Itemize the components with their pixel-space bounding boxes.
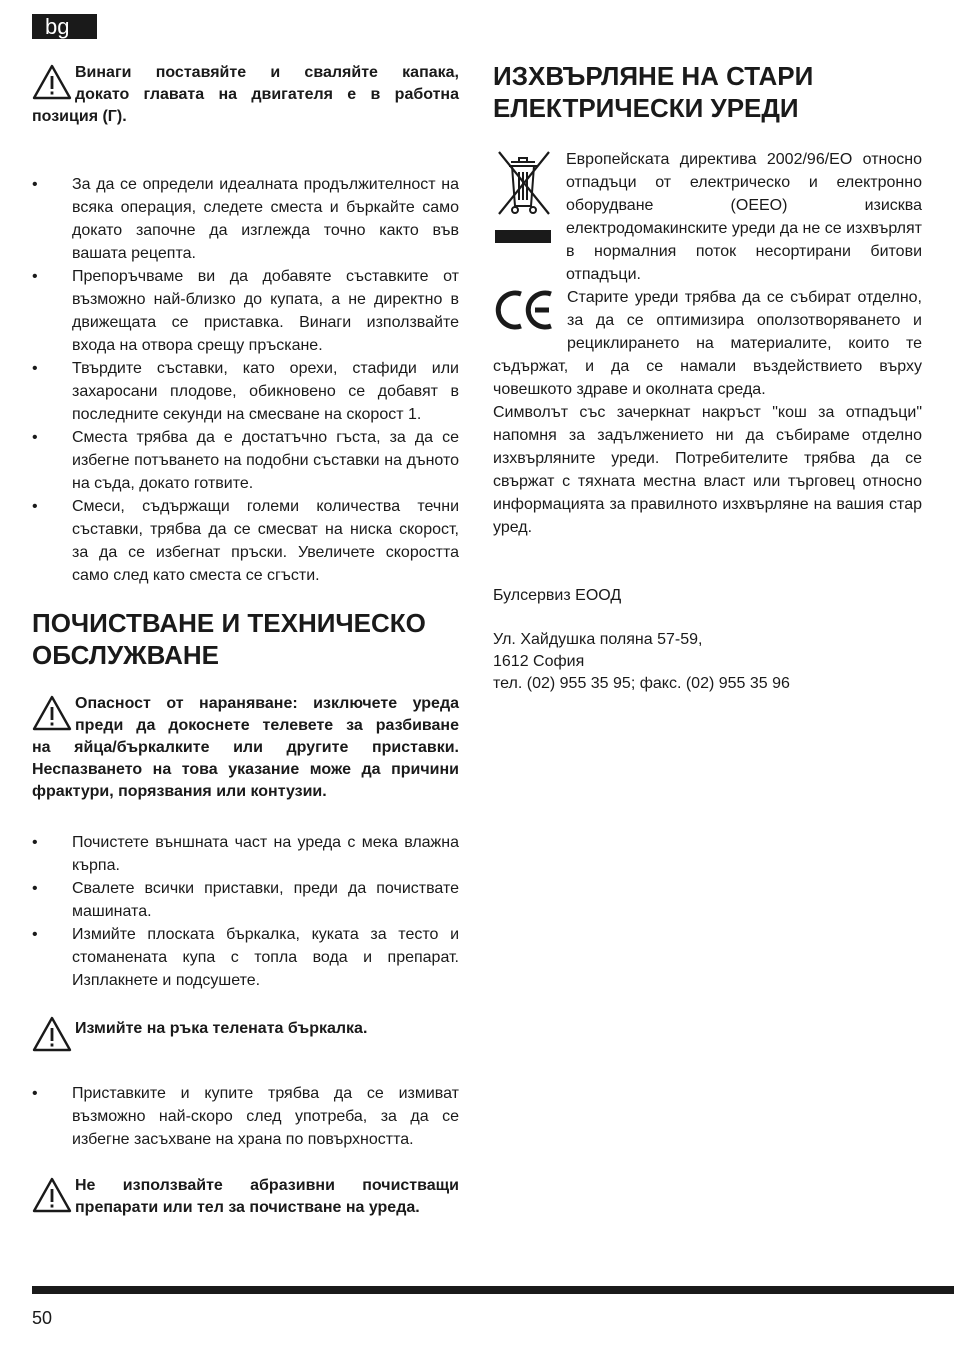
warning-injury (32, 693, 459, 803)
warning-text: докато главата на двигателя е в работна (75, 86, 459, 103)
warning-text: препарати или тел за почистване на уреда. (75, 1199, 420, 1216)
directive-paragraph: Европейската директива 2002/96/ЕО относно отпадъци от електрическо и електронно оборудване (ОЕЕО) изисква електродомакинските уреди да не се изхвърлят в нормалния поток несортирани битови отпадъци. (566, 151, 922, 283)
footer-rule (32, 1286, 954, 1294)
warning-whisk (32, 1014, 459, 1052)
ce-block (493, 286, 922, 539)
left-column (32, 60, 459, 1219)
section-heading-disposal: ИЗХВЪРЛЯНЕ НА СТАРИ ЕЛЕКТРИЧЕСКИ УРЕДИ (493, 61, 814, 123)
language-tab: bg (32, 14, 97, 39)
warning-text: Винаги поставяйте и сваляйте капака, (75, 64, 459, 81)
cleaning-list (32, 831, 459, 992)
warning-triangle-icon (32, 695, 72, 731)
warning-text: Опасност от нараняване: изключете уреда (75, 695, 459, 712)
warning-triangle-icon (32, 1177, 72, 1213)
warning-triangle-icon (32, 1016, 72, 1052)
washing-list (32, 1082, 459, 1151)
section-heading-cleaning: ПОЧИСТВАНЕ И ТЕХНИЧЕСКО ОБСЛУЖВАНЕ (32, 608, 426, 670)
list-item: • За да се определи идеалната продължителност на всяка операция, следете сместа и бъркайте само докато започне да изглежда точно както във вашата рецепта. (32, 173, 459, 265)
list-item: • Твърдите съставки, като орехи, стафиди или захаросани плодове, обикновено се добавят в последните секунди на смесване на скорост 1. (32, 357, 459, 426)
list-item: • Измийте плоската бъркалка, куката за тесто и стоманената купа с топла вода и препарат. Изплакнете и подсушете. (32, 923, 459, 992)
page-number: 50 (32, 1308, 53, 1328)
crossed-out-wheelie-bin-icon (493, 148, 553, 248)
warning-lid (32, 62, 459, 128)
warning-text: преди да докоснете телевете за разбиване (75, 717, 459, 734)
list-item: • Препоръчваме ви да добавяте съставките от възможно най-близко до купата, а не директно в движещата се приставка. Винаги използвайте входа на отвора срещу пръскане. (32, 265, 459, 357)
collection-paragraph: Старите уреди трябва да се събират отделно, за да се оптимизира оползотворяването и рециклирането на материалите, които те съдържат, и да се намали въздействието върху човешкото здраве и околната среда. (493, 289, 922, 398)
warning-text: на яйца/бъркалките или другите приставки. Неспазването на това указание може да причини фрактури, порязвания или контузии. (32, 739, 459, 800)
warning-text: Не използвайте абразивни почистващи (75, 1177, 459, 1194)
contact-phone-fax: тел. (02) 955 35 95; факс. (02) 955 35 96 (493, 675, 790, 692)
address-city: 1612 София (493, 653, 585, 670)
right-column (493, 60, 922, 695)
tips-list (32, 173, 459, 587)
list-item: • Сместа трябва да е достатъчно гъста, за да се избегне потъването на подобни съставки на дъното на съда, докато готвите. (32, 426, 459, 495)
warning-triangle-icon (32, 64, 72, 100)
address-street: Ул. Хайдушка поляна 57-59, (493, 631, 703, 648)
warning-abrasive (32, 1175, 459, 1219)
warning-text: позиция (Г). (32, 108, 127, 125)
list-item: • Почистете външната част на уреда с мека влажна кърпа. (32, 831, 459, 877)
company-name: Булсервиз ЕООД (493, 587, 622, 604)
list-item: • Смеси, съдържащи големи количества течни съставки, трябва да се смесват на ниска скорост, за да се избегнат пръски. Увеличете скоростта само след като сместа се сгъсти. (32, 495, 459, 587)
list-item: • Свалете всички приставки, преди да почиствате машината. (32, 877, 459, 923)
warning-text: Измийте на ръка телената бъркалка. (75, 1020, 368, 1037)
symbol-paragraph: Символът със зачеркнат накръст "кош за отпадъци" напомня за задължението ни да събираме отделно изхвърляните уреди. Потребителите трябва да се свържат с тяхната местна власт или търговец относно информацията за правилното изхвърляне на вашия стар уред. (493, 404, 922, 536)
weee-block (493, 148, 922, 286)
ce-mark-icon (493, 288, 559, 334)
list-item: • Приставките и купите трябва да се измиват възможно най-скоро след употреба, за да се избегне засъхване на храна по повърхността. (32, 1082, 459, 1151)
